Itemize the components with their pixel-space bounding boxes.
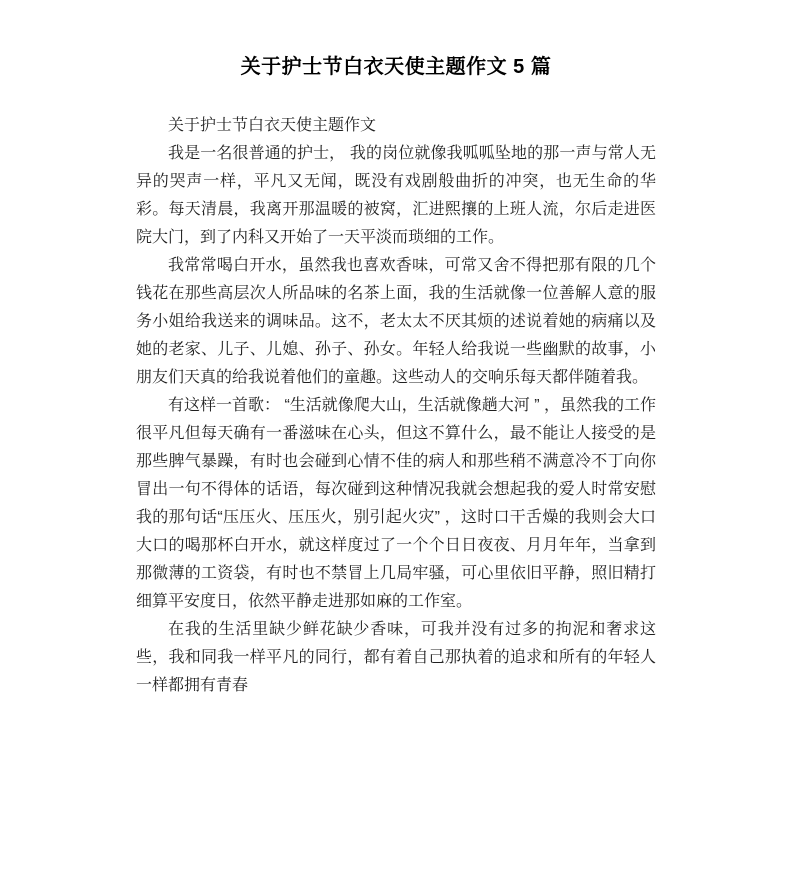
paragraph: 我常常喝白开水，虽然我也喜欢香味，可常又舍不得把那有限的几个钱花在那些高层次人所品味的名茶上面，我的生活就像一位善解人意的服务小姐给我送来的调味品。这不，老太太不厌其烦的述说着她的病痛以及她的老家、儿子、儿媳、孙子、孙女。年轻人给我说一些幽默的故事，小朋友们天真的给我说着他们的童趣。这些动人的交响乐每天都伴随着我。 — [136, 257, 656, 386]
paragraph: 关于护士节白衣天使主题作文 — [168, 117, 377, 134]
document-title: 关于护士节白衣天使主题作文 5 篇 — [240, 56, 552, 78]
paragraph: 在我的生活里缺少鲜花缺少香味，可我并没有过多的拘泥和奢求这些，我和同我一样平凡的同行，都有着自己那执着的追求和所有的年轻人一样都拥有青春 — [136, 621, 656, 694]
document-body — [136, 112, 656, 700]
paragraph: 我是一名很普通的护士， 我的岗位就像我呱呱坠地的那一声与常人无异的哭声一样，平凡又无闻，既没有戏剧般曲折的冲突，也无生命的华彩。每天清晨，我离开那温暖的被窝，汇进熙攘的上班人流，尔后走进医院大门，到了内科又开始了一天平淡而琐细的工作。 — [136, 145, 656, 246]
paragraph: 有这样一首歌： “生活就像爬大山，生活就像趟大河 ” ，虽然我的工作很平凡但每天确有一番滋味在心头，但这不算什么，最不能让人接受的是那些脾气暴躁，有时也会碰到心情不佳的病人和那些稍不满意冷不丁向你冒出一句不得体的话语，每次碰到这种情况我就会想起我的爱人时常安慰我的那句话“压压火、压压火，别引起火灾” ，这时口干舌燥的我则会大口大口的喝那杯白开水，就这样度过了一个个日日夜夜、月月年年，当拿到那微薄的工资袋，有时也不禁冒上几局牢骚，可心里依旧平静，照旧精打细算平安度日，依然平静走进那如麻的工作室。 — [136, 397, 656, 610]
